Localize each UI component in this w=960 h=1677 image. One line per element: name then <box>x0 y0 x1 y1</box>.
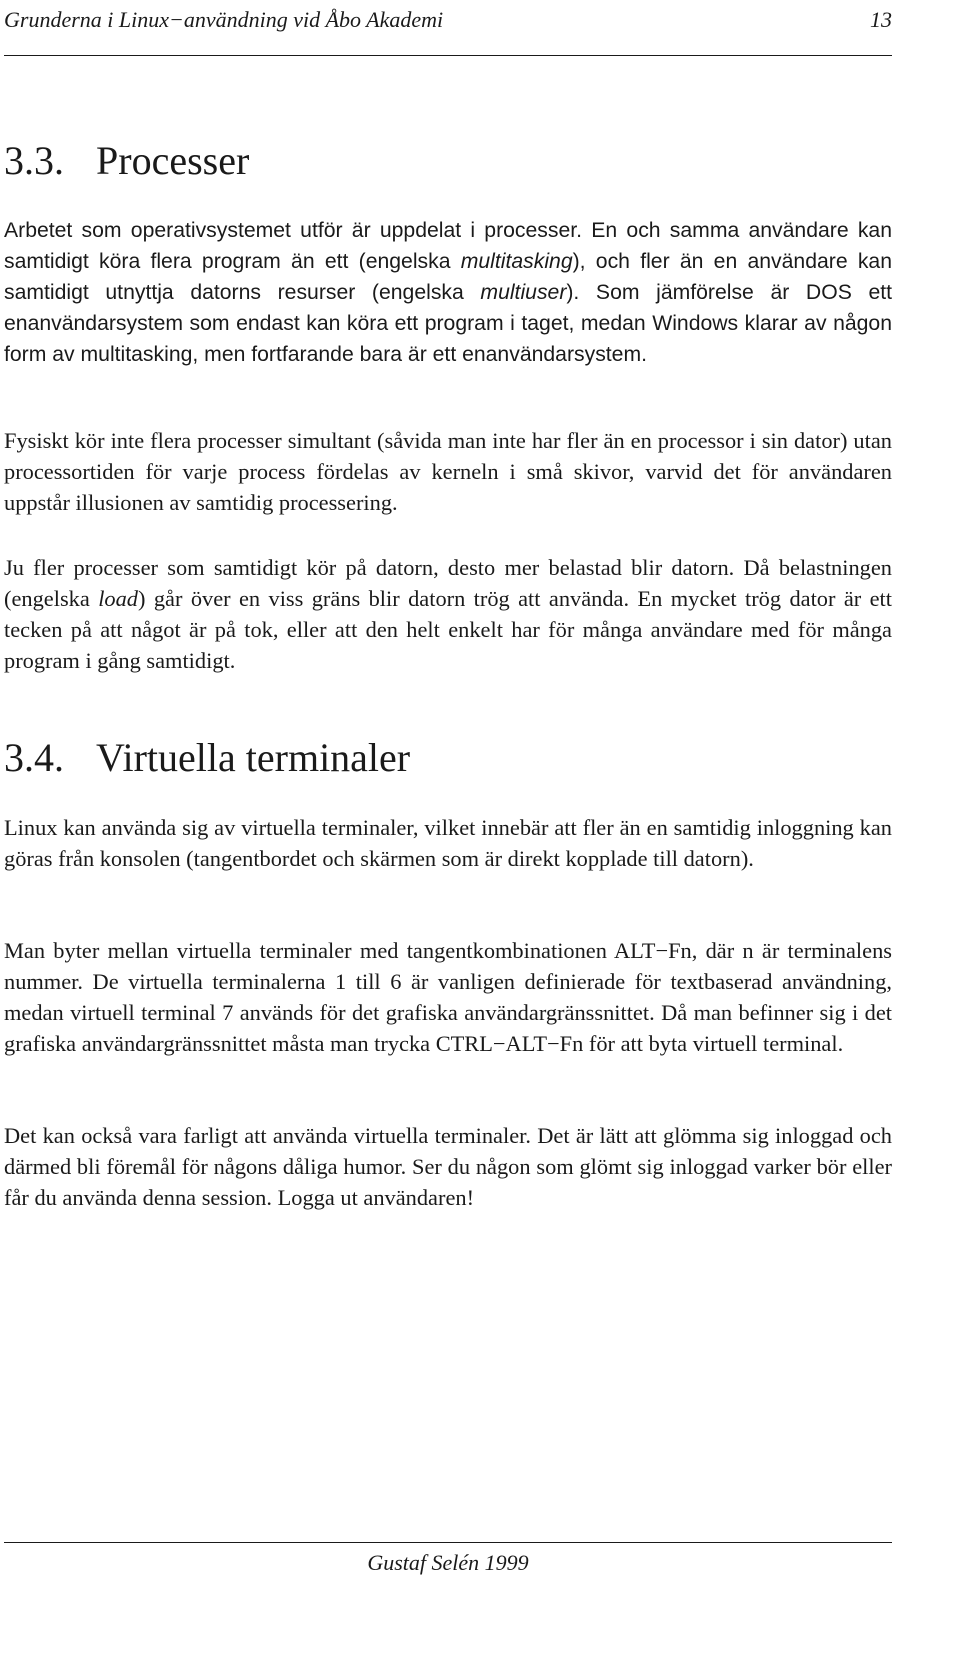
paragraph-cpu-time: Fysiskt kör inte flera processer simultant (såvida man inte har fler än en processor i sin dator) utan processortiden för varje process fördelas av kerneln i små skivor, varvid det för användaren uppstår illusionen av samtidig processering. <box>4 428 892 515</box>
header-rule <box>4 55 892 56</box>
footer-rule <box>4 1542 892 1543</box>
header-title: Grunderna i Linux−användning vid Åbo Akademi <box>4 7 444 32</box>
paragraph-virtual-terminals-intro: Linux kan använda sig av virtuella terminaler, vilket innebär att fler än en samtidig inloggning kan göras från konsolen (tangentbordet och skärmen som är direkt kopplade till datorn). <box>4 815 892 871</box>
page-number: 13 <box>870 7 892 32</box>
paragraph-load <box>4 552 892 676</box>
section-number: 3.3. <box>4 138 64 183</box>
section-title: Virtuella terminaler <box>96 735 411 780</box>
text-run: Ju fler processer som samtidigt kör på datorn, desto mer belastad blir datorn. Då belastningen (engelska <box>4 555 892 611</box>
term-multitasking: multitasking <box>460 250 573 273</box>
text-run: ) går över en viss gräns blir datorn trög att använda. En mycket trög dator är ett tecken på att något är på tok, eller att den helt enkelt har för många användare med för många program i gång samtidigt. <box>4 586 893 673</box>
running-header <box>4 4 892 36</box>
text-run: Arbetet som operativsystemet utför är uppdelat i processer. En och samma användare kan samtidigt köra flera program än ett (engelska <box>4 219 892 273</box>
paragraph-warning: Det kan också vara farligt att använda virtuella terminaler. Det är lätt att glömma sig inloggad och därmed bli föremål för någons dåliga humor. Ser du någon som glömt sig inloggad varker bör eller får du använda denna session. Logga ut användaren! <box>4 1123 892 1210</box>
paragraph-processes-intro <box>4 215 892 370</box>
text-run: ), och fler än en användare kan samtidigt utnyttja datorns resurser (engelska <box>4 250 892 304</box>
section-heading-virtuella-terminaler <box>4 734 410 782</box>
paragraph-switching-terminals: Man byter mellan virtuella terminaler med tangentkombinationen ALT−Fn, där n är terminalens nummer. De virtuella terminalerna 1 till 6 är vanligen definierade för textbaserad användning, medan virtuell terminal 7 används för det grafiska användargränssnittet. Då man befinner sig i det grafiska användargränssnittet måsta man trycka CTRL−ALT−Fn för att byta virtuell terminal. <box>4 938 892 1056</box>
term-multiuser: multiuser <box>480 281 567 304</box>
term-load: load <box>98 586 138 611</box>
section-heading-processer <box>4 137 249 185</box>
text-run: ). Som jämförelse är DOS ett enanvändarsystem som endast kan köra ett program i taget, medan Windows klarar av någon form av multitasking, men fortfarande bara är ett enanvändarsystem. <box>4 281 892 366</box>
section-title: Processer <box>96 138 250 183</box>
section-number: 3.4. <box>4 735 64 780</box>
running-footer: Gustaf Selén 1999 <box>367 1550 529 1575</box>
